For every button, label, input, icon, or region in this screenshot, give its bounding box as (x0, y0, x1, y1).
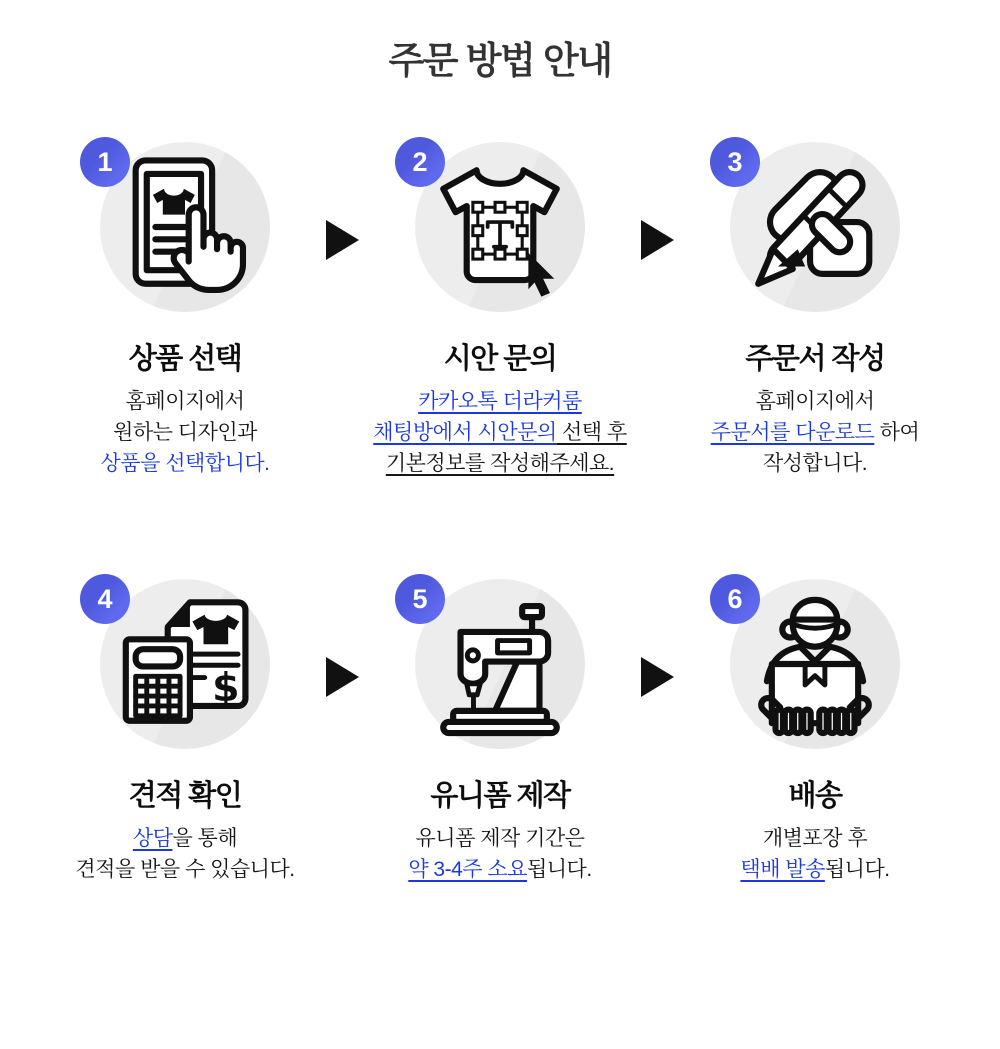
step-number-badge: 4 (80, 574, 130, 624)
step-5 (365, 579, 635, 885)
step-description-text: 기본정보를 작성해주세요. (385, 452, 615, 475)
step-description-text: 을 통해 (172, 827, 238, 850)
link-text[interactable]: 상담 (132, 827, 173, 850)
page-title: 주문 방법 안내 (388, 40, 612, 81)
link-text[interactable]: 주문서를 다운로드 (710, 421, 875, 444)
arrow-cell (320, 142, 365, 479)
step-icon-area (727, 579, 900, 749)
arrow-right-icon (641, 657, 674, 697)
steps-row-1 (0, 142, 1000, 479)
link-text[interactable]: 채팅방에서 시안문의 (373, 421, 557, 444)
step-icon-area (727, 142, 900, 312)
step-title: 상품 선택 (128, 343, 242, 375)
step-description-text: 홈페이지에서 (125, 390, 245, 413)
step-icon-area (412, 142, 585, 312)
step-title: 유니폼 제작 (430, 780, 570, 812)
arrow-cell (635, 142, 680, 479)
delivery-person-icon (741, 590, 889, 738)
step-number-badge: 6 (710, 574, 760, 624)
step-6 (680, 579, 950, 885)
step-description (50, 386, 320, 479)
tablet-product-select-icon (111, 153, 259, 301)
step-description-text: 유니폼 제작 기간은 (415, 827, 585, 850)
sewing-machine-icon (426, 590, 574, 738)
step-number-badge: 3 (710, 137, 760, 187)
step-description-text: 됩니다. (824, 858, 890, 881)
link-text[interactable]: 택배 발송 (740, 858, 825, 881)
step-description-text: 견적을 받을 수 있습니다. (75, 858, 295, 881)
step-description-text: 홈페이지에서 (755, 390, 875, 413)
step-description (50, 823, 320, 885)
step-number-badge: 2 (395, 137, 445, 187)
step-title: 시안 문의 (443, 343, 557, 375)
step-description-text: 원하는 디자인과 (113, 421, 257, 444)
svg-text:$: $ (212, 665, 240, 711)
arrow-cell (320, 579, 365, 885)
step-title: 주문서 작성 (745, 343, 885, 375)
step-description (365, 386, 635, 479)
step-description-text: 선택 후 (556, 421, 627, 444)
step-1 (50, 142, 320, 479)
step-icon-area (97, 142, 270, 312)
arrow-right-icon (326, 657, 359, 697)
writing-pen-hand-icon (741, 153, 889, 301)
step-title: 배송 (788, 780, 842, 812)
arrow-right-icon (641, 220, 674, 260)
step-icon-area (412, 579, 585, 749)
step-description-text: 개별포장 후 (762, 827, 868, 850)
arrow-right-icon (326, 220, 359, 260)
step-number-badge: 5 (395, 574, 445, 624)
step-description-highlight: 상품을 선택합니다. (100, 452, 270, 475)
step-3 (680, 142, 950, 479)
step-description-text: 하여 (874, 421, 920, 444)
calculator-invoice-icon (111, 590, 259, 738)
step-title: 견적 확인 (128, 780, 242, 812)
step-description (680, 823, 950, 885)
link-text[interactable]: 약 3-4주 소요 (408, 858, 527, 881)
step-icon-area (97, 579, 270, 749)
steps-row-2 (0, 579, 1000, 885)
step-description-text: 됩니다. (526, 858, 592, 881)
step-4 (50, 579, 320, 885)
step-description (680, 386, 950, 479)
step-description-text: 작성합니다. (762, 452, 868, 475)
step-2 (365, 142, 635, 479)
arrow-cell (635, 579, 680, 885)
step-description (365, 823, 635, 885)
tshirt-design-cursor-icon (426, 153, 574, 301)
step-number-badge: 1 (80, 137, 130, 187)
link-text[interactable]: 카카오톡 더라커룸 (418, 390, 582, 413)
